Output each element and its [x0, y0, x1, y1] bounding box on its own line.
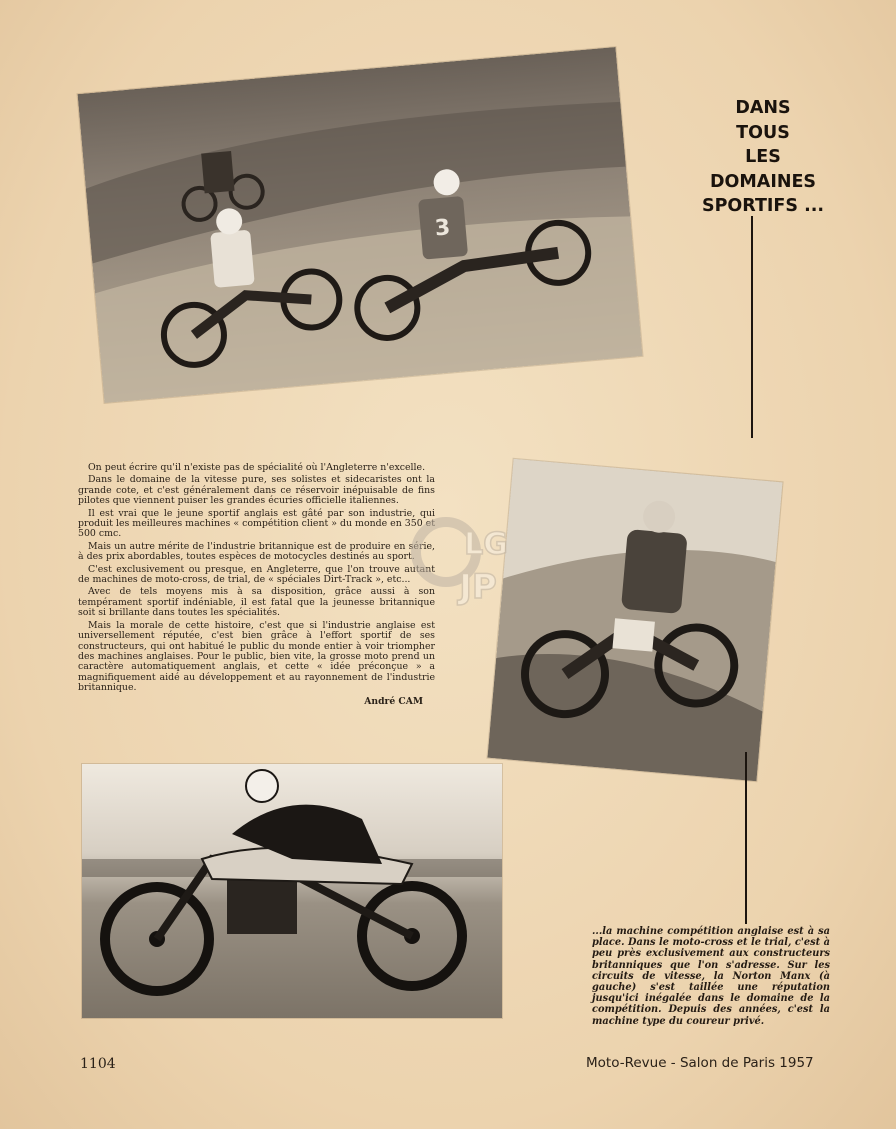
headline-line-3: LES — [745, 147, 781, 167]
article-author: André CAM — [364, 695, 423, 707]
norton-photo-graphic — [82, 764, 502, 1018]
photo-motocross-riders — [78, 47, 643, 403]
motocross-photo-graphic — [78, 47, 643, 403]
article-paragraph: Avec de tels moyens mis à sa disposition, grâce aussi à son tempérament sportif indéniable, il est fatal que la jeunesse britannique soit si brillante dans toutes les spécialités. — [78, 586, 435, 619]
article-body — [78, 463, 435, 707]
watermark-logo — [408, 510, 528, 610]
article-paragraph: Mais la morale de cette histoire, c'est que si l'industrie anglaise est universellement réputée, c'est bien grâce à l'effort sportif de ses constructeurs, qui ont habitué le public du monde entier à voir triompher des machines anglaises. Pour le public, bien vite, la grosse moto prend un caractère automatiquement anglais, et cette « idée préconçue » a magnifiquement aidé au développement et au rayonnement de l'industrie britannique. — [78, 619, 435, 694]
headline — [700, 96, 826, 219]
headline-line-5: SPORTIFS ... — [701, 196, 825, 216]
svg-text:JP: JP — [459, 567, 497, 607]
article-paragraph: Mais un autre mérite de l'industrie britannique est de produire en série, à des prix abordables, toutes espèces de motocycles destinés au sport. — [78, 540, 435, 563]
article-paragraph: On peut écrire qu'il n'existe pas de spécialité où l'Angleterre n'excelle. — [88, 462, 426, 473]
footer-publication-title: Moto-Revue - Salon de Paris 1957 — [586, 1055, 814, 1071]
headline-line-4: DOMAINES — [709, 171, 817, 192]
article-paragraph: Il est vrai que le jeune sportif anglais est gâté par son industrie, qui produit les meilleures machines « compétition client » du monde en 350 et 500 cmc. — [78, 507, 435, 540]
photo-caption: ...la machine compétition anglaise est à sa place. Dans le moto-cross et le trial, c'est à peu près exclusivement aux constructeurs britanniques que l'on s'adresse. Sur les circuits de vitesse, la Norton Manx (à gauche) s'est taillée une réputation jusqu'ici inégalée dans le domaine de la compétition. Depuis des années, c'est la machine type du coureur privé. — [592, 926, 830, 1027]
trial-photo-graphic — [487, 459, 782, 781]
photo-trial-rider — [487, 459, 782, 781]
race-number-label: 3 — [433, 215, 452, 242]
page-number: 1104 — [80, 1056, 116, 1072]
article-paragraph: Dans le domaine de la vitesse pure, ses solistes et sidecaristes ont la grande cote, et c'est généralement dans ce réservoir inépuisable de fins pilotes que viennent puiser les grandes écuries officielle italiennes. — [78, 474, 435, 507]
headline-line-2: TOUS — [736, 122, 790, 143]
article-paragraph: C'est exclusivement ou presque, en Angleterre, que l'on trouve autant de machines de moto-cross, de trial, de « spéciales Dirt-Track », etc... — [78, 563, 435, 586]
vertical-rule-bottom — [745, 752, 747, 924]
photo-norton-manx — [82, 764, 502, 1018]
vertical-rule-top — [751, 216, 753, 438]
headline-line-1: DANS — [735, 98, 791, 118]
svg-text:LG: LG — [464, 527, 508, 562]
